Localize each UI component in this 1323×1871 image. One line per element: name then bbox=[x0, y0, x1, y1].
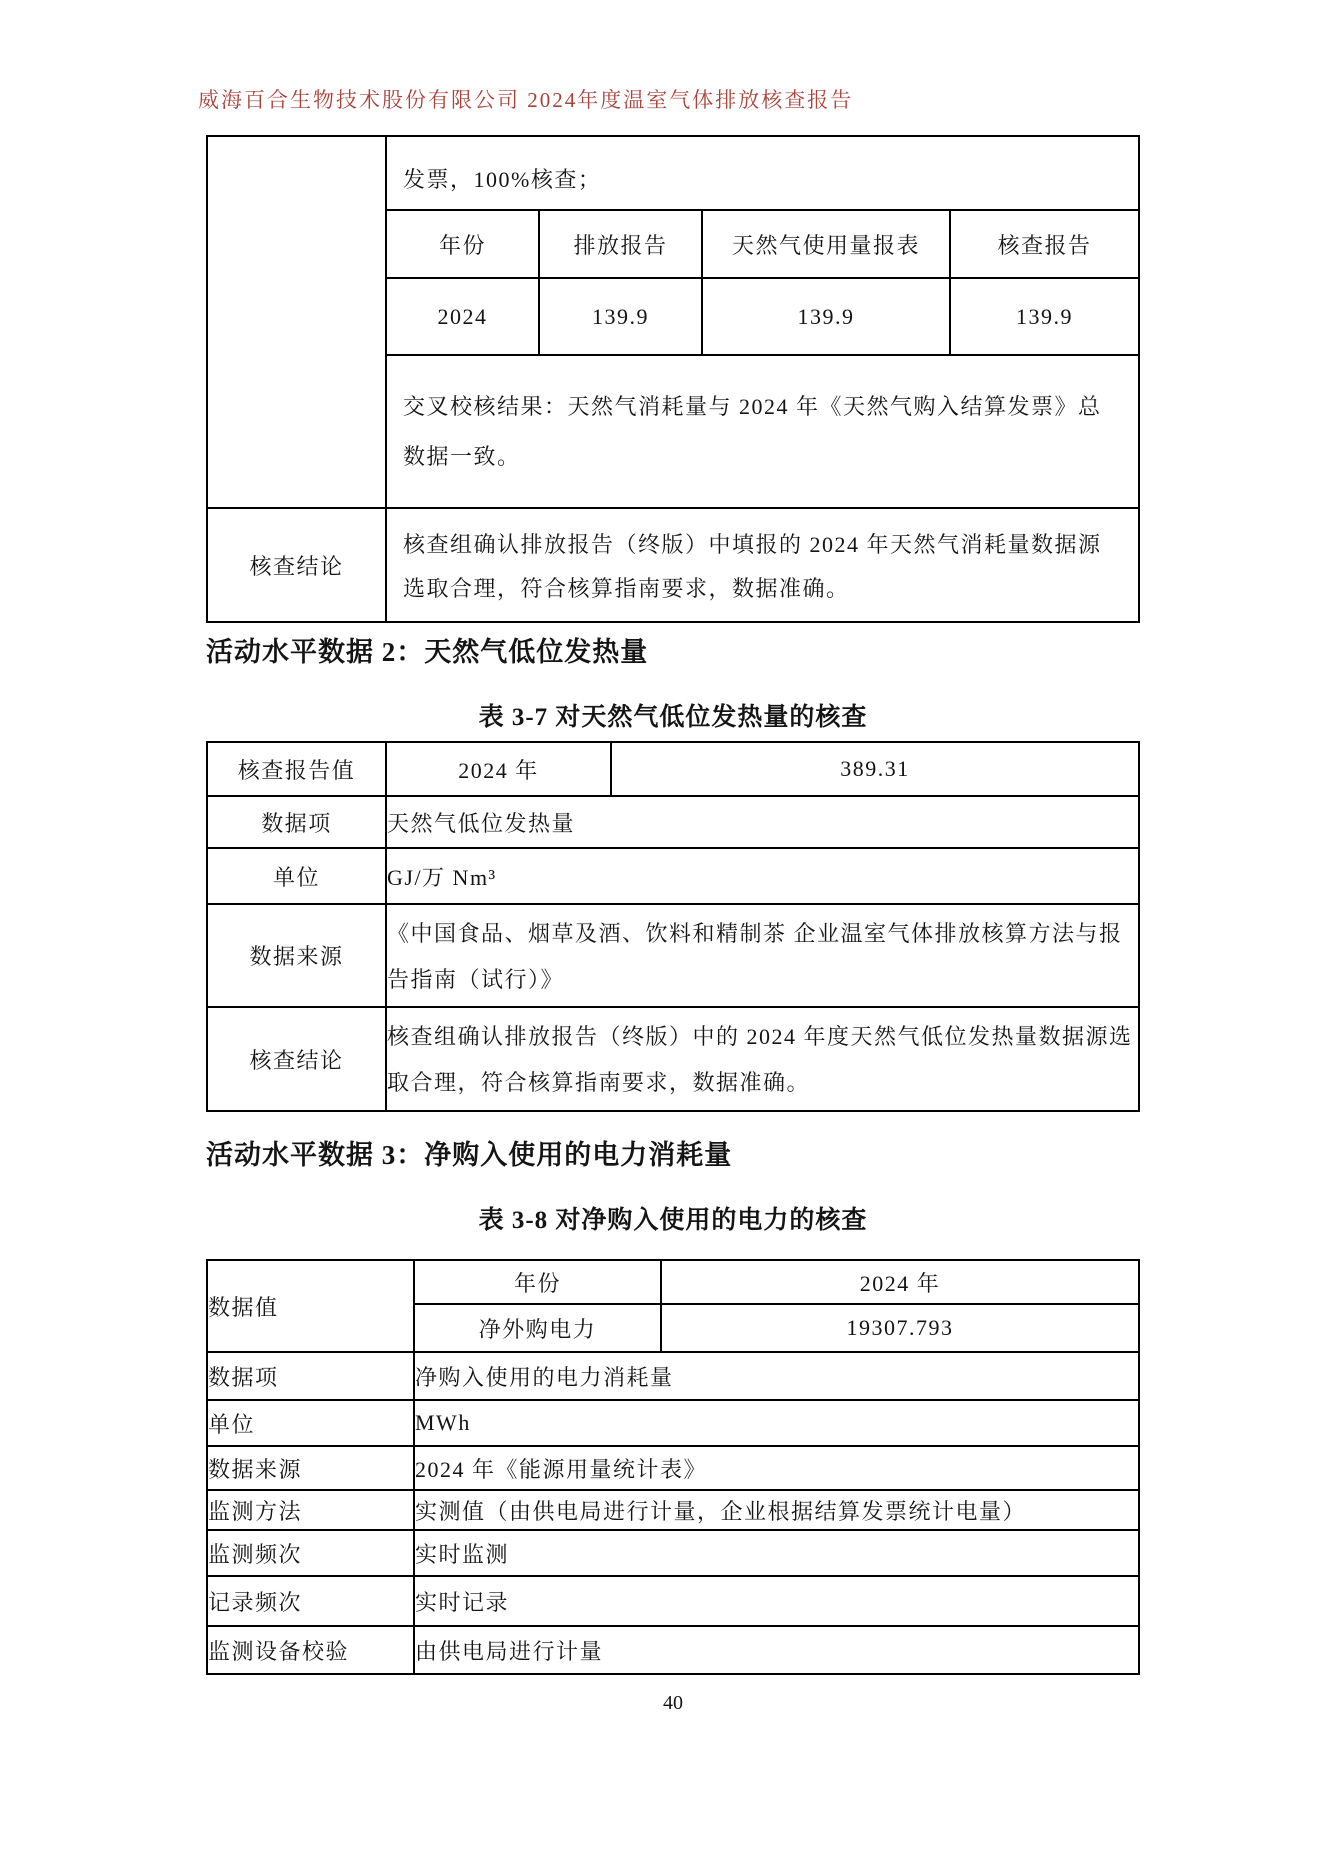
conclusion-label: 核查结论 bbox=[207, 508, 386, 622]
table-row bbox=[207, 848, 1139, 904]
year-value: 2024 年 bbox=[661, 1260, 1139, 1304]
monitoring-method-value: 实测值（由供电局进行计量，企业根据结算发票统计电量） bbox=[414, 1490, 1139, 1530]
column-header-gas-usage-report: 天然气使用量报表 bbox=[702, 210, 950, 278]
recording-frequency-label: 记录频次 bbox=[207, 1576, 414, 1626]
data-item-value: 天然气低位发热量 bbox=[386, 796, 1139, 848]
data-value-label: 数据值 bbox=[207, 1260, 414, 1352]
data-source-value: 《中国食品、烟草及酒、饮料和精制茶 企业温室气体排放核算方法与报告指南（试行）》 bbox=[386, 904, 1139, 1007]
report-value-year: 2024 年 bbox=[386, 742, 611, 796]
data-item-label: 数据项 bbox=[207, 1352, 414, 1400]
cell-year-value: 2024 bbox=[387, 278, 539, 355]
data-item-value: 净购入使用的电力消耗量 bbox=[414, 1352, 1139, 1400]
table-row bbox=[207, 136, 1139, 508]
table-row bbox=[207, 1490, 1139, 1530]
monitoring-method-label: 监测方法 bbox=[207, 1490, 414, 1530]
table-3-7-title: 表 3-7 对天然气低位发热量的核查 bbox=[478, 704, 868, 731]
table-data-row bbox=[387, 278, 1138, 355]
data-source-label: 数据来源 bbox=[207, 1446, 414, 1490]
data-source-label: 数据来源 bbox=[207, 904, 386, 1007]
cell-gas-usage-value: 139.9 bbox=[702, 278, 950, 355]
column-header-year: 年份 bbox=[387, 210, 539, 278]
table-3-8-electricity-verification bbox=[206, 1259, 1140, 1675]
monitoring-frequency-label: 监测频次 bbox=[207, 1530, 414, 1576]
table-row bbox=[207, 1007, 1139, 1111]
gas-consumption-comparison-table bbox=[387, 209, 1138, 356]
cross-check-result-text: 交叉校核结果：天然气消耗量与 2024 年《天然气购入结算发票》总数据一致。 bbox=[403, 394, 1102, 469]
unit-label: 单位 bbox=[207, 1400, 414, 1446]
table-row bbox=[207, 1626, 1139, 1674]
device-calibration-label: 监测设备校验 bbox=[207, 1626, 414, 1674]
year-label: 年份 bbox=[414, 1260, 661, 1304]
conclusion-text: 核查组确认排放报告（终版）中填报的 2024 年天然气消耗量数据源选取合理，符合核算指南要求，数据准确。 bbox=[386, 508, 1139, 622]
continued-content-cell bbox=[386, 136, 1139, 508]
table-row bbox=[207, 1260, 1139, 1304]
device-calibration-value: 由供电局进行计量 bbox=[414, 1626, 1139, 1674]
recording-frequency-value: 实时记录 bbox=[414, 1576, 1139, 1626]
table-row bbox=[207, 1530, 1139, 1576]
continued-verification-table bbox=[206, 135, 1140, 623]
data-item-label: 数据项 bbox=[207, 796, 386, 848]
table-row bbox=[207, 1400, 1139, 1446]
report-value-number: 389.31 bbox=[611, 742, 1139, 796]
report-value-label: 核查报告值 bbox=[207, 742, 386, 796]
table-row bbox=[207, 796, 1139, 848]
cell-verification-value: 139.9 bbox=[950, 278, 1138, 355]
table-header-row bbox=[387, 210, 1138, 278]
data-source-value: 2024 年《能源用量统计表》 bbox=[414, 1446, 1139, 1490]
section-heading-activity-data-2: 活动水平数据 2：天然气低位发热量 bbox=[206, 637, 649, 667]
column-header-emission-report: 排放报告 bbox=[539, 210, 702, 278]
table-row bbox=[207, 1352, 1139, 1400]
monitoring-frequency-value: 实时监测 bbox=[414, 1530, 1139, 1576]
net-purchased-electricity-value: 19307.793 bbox=[661, 1304, 1139, 1352]
unit-label: 单位 bbox=[207, 848, 386, 904]
table-row bbox=[207, 1446, 1139, 1490]
unit-value: GJ/万 Nm³ bbox=[386, 848, 1139, 904]
table-3-8-title: 表 3-8 对净购入使用的电力的核查 bbox=[478, 1207, 868, 1234]
unit-value: MWh bbox=[414, 1400, 1139, 1446]
table-row bbox=[207, 742, 1139, 796]
table-3-7-ncv-verification bbox=[206, 741, 1140, 1112]
table-row bbox=[207, 1576, 1139, 1626]
continued-label-cell-empty bbox=[207, 136, 386, 508]
cell-emission-report-value: 139.9 bbox=[539, 278, 702, 355]
table-row bbox=[207, 508, 1139, 622]
table-row bbox=[207, 904, 1139, 1007]
section-heading-activity-data-3: 活动水平数据 3：净购入使用的电力消耗量 bbox=[206, 1140, 733, 1170]
document-header-title: 威海百合生物技术股份有限公司 2024年度温室气体排放核查报告 bbox=[198, 88, 854, 112]
invoice-check-note: 发票，100%核查； bbox=[403, 167, 602, 192]
conclusion-text: 核查组确认排放报告（终版）中的 2024 年度天然气低位发热量数据源选取合理，符合核算指南要求，数据准确。 bbox=[386, 1007, 1139, 1111]
column-header-verification-report: 核查报告 bbox=[950, 210, 1138, 278]
net-purchased-electricity-label: 净外购电力 bbox=[414, 1304, 661, 1352]
conclusion-label: 核查结论 bbox=[207, 1007, 386, 1111]
page-number: 40 bbox=[663, 1692, 683, 1714]
